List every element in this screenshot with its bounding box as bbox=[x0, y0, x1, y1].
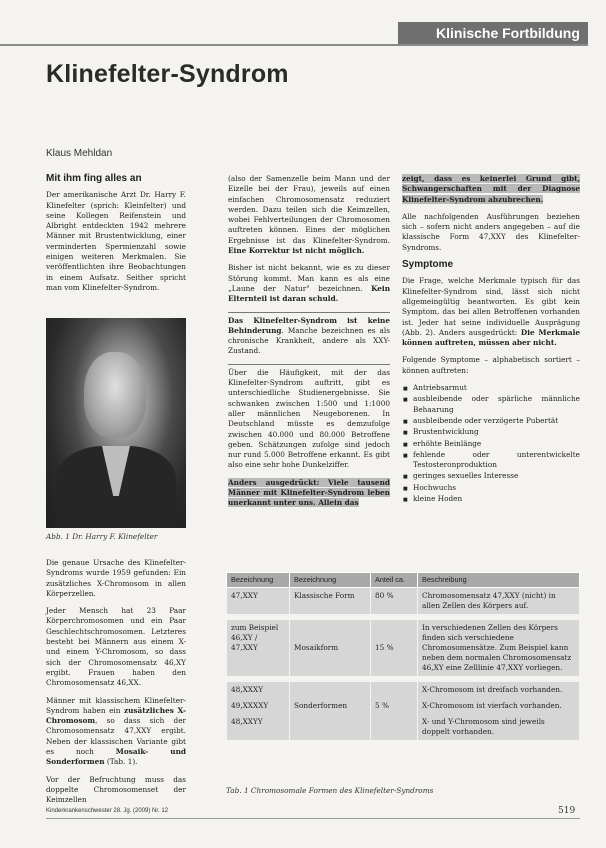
table-cell: Chromosomensatz 47,XXY (nicht) in allen Zellen des Körpers auf. bbox=[418, 588, 580, 618]
table-cell: Sonderformen bbox=[290, 698, 371, 714]
list-item: ■ geringes sexuelles Interesse bbox=[413, 471, 580, 481]
portrait-photo bbox=[46, 318, 186, 528]
table-cell: 48,XXXY bbox=[227, 679, 290, 698]
table-header: Anteil ca. bbox=[371, 573, 418, 588]
table-cell bbox=[290, 679, 371, 698]
list-item: ■ ausbleibende oder spärliche männliche Behaarung bbox=[413, 394, 580, 415]
table-cell: zum Beispiel 46,XY / 47,XXY bbox=[227, 617, 290, 679]
paragraph: Die Frage, welche Merkmale typisch für das Klinefelter-Syndrom sind, lässt sich nicht allgemeingültig beantworten. Es gibt kein Symptom, das bei allen Betroffenen vorhanden ist. Jeder hat seine individuelle Ausprägung (Abb. 2). Anders ausgedrückt: Die Merkmale können auftreten, müssen aber nicht. bbox=[402, 276, 580, 348]
list-item: ■ kleine Hoden bbox=[413, 494, 580, 504]
table-cell: 5 % bbox=[371, 698, 418, 714]
paragraph: Das Klinefelter-Syndrom ist keine Behinderung. Manche bezeichnen es als chronische Krankheit, andere als XXY-Zustand. bbox=[228, 312, 390, 357]
table-cell bbox=[290, 714, 371, 740]
page-number: 519 bbox=[558, 806, 576, 816]
table-header: Beschreibung bbox=[418, 573, 580, 588]
table-cell: Klassische Form bbox=[290, 588, 371, 618]
symptom-list bbox=[402, 383, 580, 504]
symptoms-heading: Symptome bbox=[402, 259, 454, 271]
table-caption: Tab. 1 Chromosomale Formen des Klinefelter-Syndroms bbox=[226, 786, 434, 795]
column-1-continued bbox=[46, 558, 186, 813]
table-cell: X- und Y-Chromosom sind jeweils doppelt vorhanden. bbox=[418, 714, 580, 740]
paragraph: Folgende Symptome – alphabetisch sortiert – können auftreten: bbox=[402, 355, 580, 375]
list-item: ■ fehlende oder unterentwickelte Testosteronproduktion bbox=[413, 450, 580, 471]
section-header: Klinische Fortbildung bbox=[398, 22, 588, 44]
figure-caption: Abb. 1 Dr. Harry F. Klinefelter bbox=[46, 532, 158, 541]
table-cell: 47,XXY bbox=[227, 588, 290, 618]
author: Klaus Mehldan bbox=[46, 148, 113, 159]
paragraph: Männer mit klassischem Klinefelter-Syndrom haben ein zusätzliches X-Chromosom, so dass sich der Chromosomensatz 47,XXY ergibt. Neben der klassischen Variante gibt es noch Mosaik- und Sonderformen (Tab. 1). bbox=[46, 695, 187, 767]
table-row bbox=[227, 588, 580, 618]
paragraph: (also der Samenzelle beim Mann und der Eizelle bei der Frau), jeweils auf einen einfachen Chromosomensatz reduziert werden. Dazu teilen sich die Keimzellen, wobei Fehlverteilungen der Chromosomen auftreten können. Eines der möglichen Ergebnisse ist das Klinefelter-Syndrom. Eine Korrektur ist nicht möglich. bbox=[228, 174, 390, 256]
highlight-paragraph: zeigt, dass es keinerlei Grund gibt, Schwangerschaften mit der Diagnose Klinefelter-Syndrom abzubrechen. bbox=[402, 174, 580, 204]
table-header: Bezeichnung bbox=[290, 573, 371, 588]
paragraph: Vor der Befruchtung muss das doppelte Chromosomenset der Keimzellen bbox=[46, 774, 186, 805]
paragraph: Die genaue Ursache des Klinefelter-Syndroms wurde 1959 gefunden: Ein zusätzliches X-Chromosom in allen Körperzellen. bbox=[46, 558, 186, 598]
table-header-row bbox=[227, 573, 580, 588]
table-cell: X-Chromosom ist dreifach vorhanden. bbox=[418, 679, 580, 698]
paragraph: Alle nachfolgenden Ausführungen beziehen sich – sofern nicht anders angegeben – auf die klassische Form 47,XXY des Klinefelter-Syndroms. bbox=[402, 211, 580, 252]
table-cell bbox=[371, 679, 418, 698]
list-item: ■ Antriebsarmut bbox=[413, 383, 580, 393]
highlight-paragraph: Anders ausgedrückt: Viele tausend Männer mit Klinefelter-Syndrom leben unerkannt unter uns. Allein das bbox=[228, 477, 390, 508]
table-cell: 48,XXYY bbox=[227, 714, 290, 740]
table-cell: In verschiedenen Zellen des Körpers finden sich verschiedene Chromosomensätze. Zum Beispiel kann neben dem normalen Chromosomensatz 46,XY eine Zelllinie 47,XXY vorliegen. bbox=[418, 617, 580, 679]
header-rule bbox=[0, 44, 588, 46]
table-row bbox=[227, 679, 580, 698]
journal-footer: Kinderkrankenschwester 28. Jg. (2009) Nr. 12 bbox=[46, 808, 169, 814]
paragraph: Bisher ist nicht bekannt, wie es zu dieser Störung kommt. Man kann es als eine „Laune der Natur" bezeichnen. Kein Elternteil ist daran schuld. bbox=[228, 263, 390, 304]
table-cell: 15 % bbox=[371, 617, 418, 679]
table-cell: 80 % bbox=[371, 588, 418, 618]
column-2 bbox=[228, 174, 390, 516]
table-row bbox=[227, 714, 580, 740]
table-cell bbox=[371, 714, 418, 740]
table-row bbox=[227, 698, 580, 714]
column-1-heading: Mit ihm fing alles an bbox=[46, 173, 142, 184]
table-cell: 49,XXXXY bbox=[227, 698, 290, 714]
list-item: ■ Brustentwicklung bbox=[413, 427, 580, 437]
footer-rule bbox=[46, 818, 580, 819]
table-cell: Mosaikform bbox=[290, 617, 371, 679]
table-cell: X-Chromosom ist vierfach vorhanden. bbox=[418, 698, 580, 714]
table-header: Bezeichnung bbox=[227, 573, 290, 588]
table-row bbox=[227, 617, 580, 679]
chromosome-forms-table bbox=[226, 572, 580, 740]
paragraph: Der amerikanische Arzt Dr. Harry F. Klinefelter (sprich: Kleinfelter) und seine Kollegen Reifenstein und Albright entdeckten 1942 mehrere Männer mit Brustentwicklung, einer verminderten Spermienzahl sowie einigen weiteren Merkmalen. Sie veröffentlichten ihre Beobachtungen in einem Aufsatz. Seither spricht man vom Klinefelter-Syndrom. bbox=[46, 190, 186, 292]
list-item: ■ erhöhte Beinlänge bbox=[413, 439, 580, 449]
paragraph: Über die Häufigkeit, mit der das Klinefelter-Syndrom auftritt, gibt es unterschiedliche Studienergebnisse. Sie schwanken zwischen 1:500 und 1:1000 aller männlichen Neugeborenen. In Deutschland müsste es demzufolge zwischen 40.000 und 80.000 Betroffene geben. Schätzungen zufolge sind jedoch nur rund 5.000 Betroffene erkannt. Es gibt also eine sehr hohe Dunkelziffer. bbox=[228, 364, 390, 471]
list-item: ■ ausbleibende oder verzögerte Pubertät bbox=[413, 416, 580, 426]
article-title: Klinefelter-Syndrom bbox=[46, 60, 289, 88]
column-1 bbox=[46, 174, 186, 300]
paragraph: Jeder Mensch hat 23 Paar Körperchromosomen und ein Paar Geschlechtschromosomen. Letzteres besteht bei Männern aus einem X- und einem Y-Chromosom, so dass sich der Chromosomensatz 46,XY ergibt. Frauen haben den Chromosomensatz 46,XX. bbox=[46, 606, 186, 688]
list-item: ■ Hochwuchs bbox=[413, 483, 580, 493]
column-3 bbox=[402, 174, 580, 505]
